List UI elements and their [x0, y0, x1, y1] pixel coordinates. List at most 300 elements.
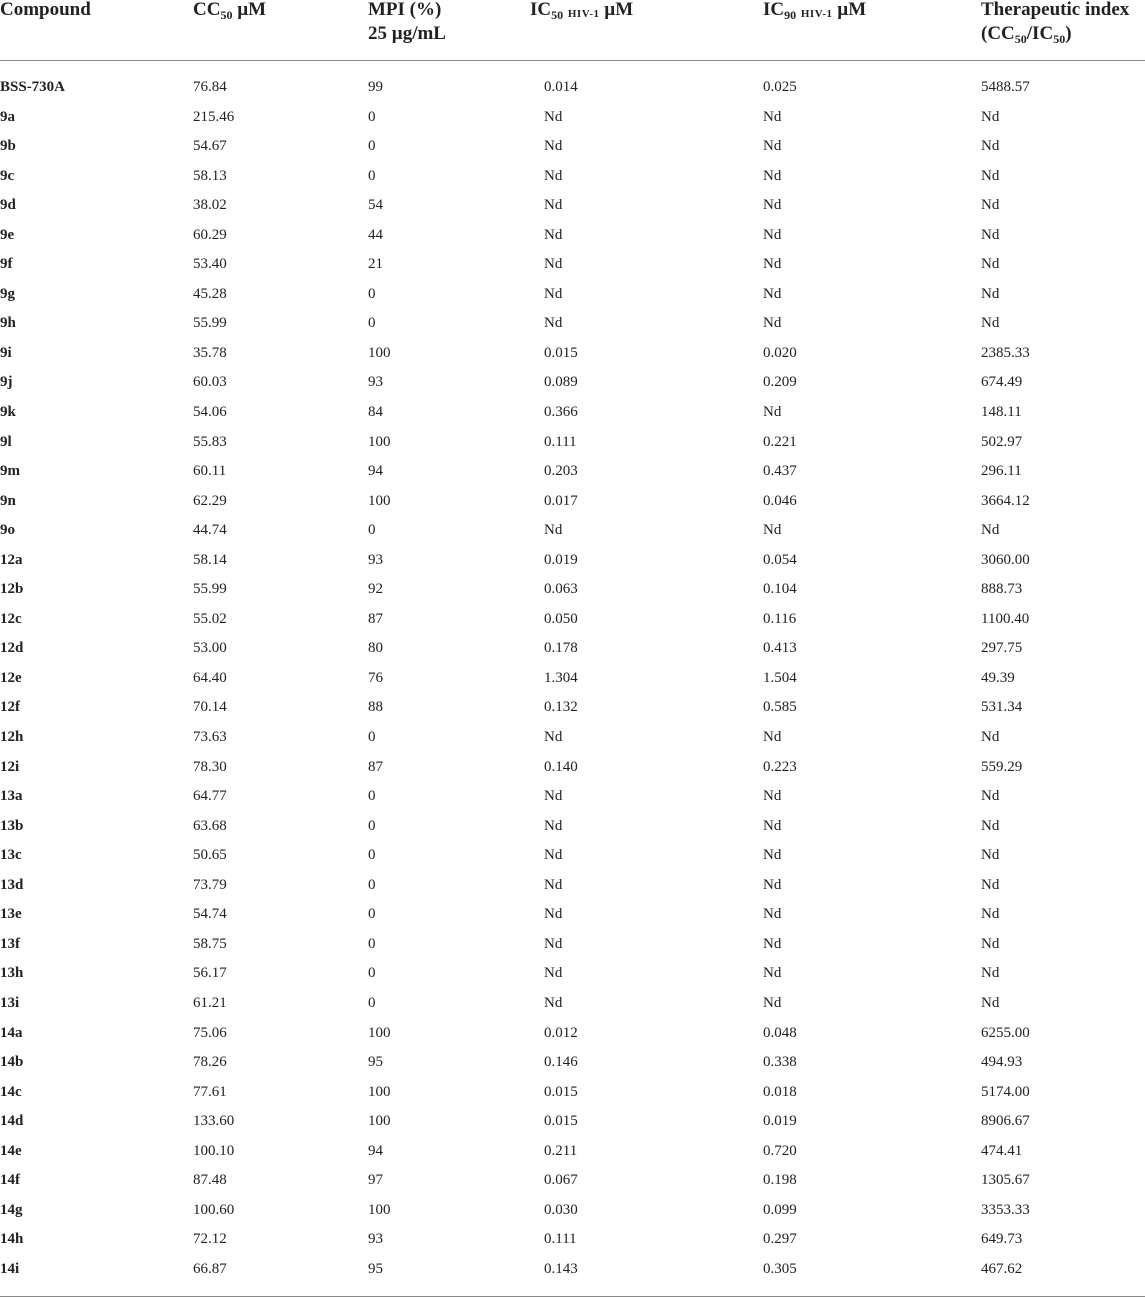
cell-therapeutic-index: 49.39	[981, 669, 1015, 686]
cell-ic90: 0.018	[763, 1083, 797, 1100]
header-mpi-line2: 25 µg/mL	[368, 23, 446, 44]
cell-mpi: 0	[368, 108, 376, 125]
cell-compound: 14i	[0, 1260, 20, 1277]
table-row	[0, 900, 1145, 930]
cell-cc50: 60.11	[193, 463, 227, 480]
cell-therapeutic-index: 3353.33	[981, 1201, 1030, 1218]
cell-therapeutic-index: Nd	[981, 315, 1000, 332]
cell-compound: 13b	[0, 817, 24, 834]
cell-mpi: 97	[368, 1172, 383, 1189]
cell-cc50: 76.84	[193, 79, 227, 95]
cell-therapeutic-index: Nd	[981, 788, 1000, 805]
cell-ic50: 0.146	[544, 1054, 578, 1071]
cell-mpi: 0	[368, 876, 376, 893]
cell-ic50: Nd	[544, 729, 563, 746]
table-row	[0, 1019, 1145, 1049]
cell-ic50: Nd	[544, 965, 563, 982]
cell-mpi: 0	[368, 817, 376, 834]
cell-cc50: 60.29	[193, 226, 227, 243]
cell-ic50: 0.050	[544, 610, 578, 627]
cell-ic90: Nd	[763, 285, 782, 302]
cell-mpi: 93	[368, 551, 383, 568]
cell-compound: 13d	[0, 876, 24, 893]
table-row	[0, 280, 1145, 310]
cell-cc50: 73.79	[193, 876, 227, 893]
cell-ic90: Nd	[763, 729, 782, 746]
cell-ic50: Nd	[544, 935, 563, 952]
cell-ic50: Nd	[544, 847, 563, 864]
cell-ic50: Nd	[544, 788, 563, 805]
cell-compound: 12h	[0, 729, 24, 746]
cell-ic90: Nd	[763, 167, 782, 184]
cell-compound: 9a	[0, 108, 15, 125]
cell-ic50: Nd	[544, 906, 563, 923]
cell-mpi: 87	[368, 758, 383, 775]
cell-ic90: Nd	[763, 197, 782, 214]
cell-mpi: 0	[368, 285, 376, 302]
cell-cc50: 53.40	[193, 256, 227, 273]
cell-compound: 14f	[0, 1172, 20, 1189]
header-ic50-virus: HIV-1	[567, 8, 600, 20]
table-row	[0, 191, 1145, 221]
cell-ic90: 0.585	[763, 699, 797, 716]
header-ic90-unit: µM	[832, 0, 867, 20]
cell-mpi: 0	[368, 994, 376, 1011]
cell-mpi: 93	[368, 374, 383, 391]
cell-cc50: 55.99	[193, 581, 227, 598]
cell-therapeutic-index: Nd	[981, 994, 1000, 1011]
table-row	[0, 1137, 1145, 1167]
table-header	[0, 0, 1145, 60]
cell-ic50: 0.019	[544, 551, 578, 568]
cell-ic90: Nd	[763, 906, 782, 923]
cell-ic50: 0.178	[544, 640, 578, 657]
header-divider	[0, 60, 1145, 61]
cell-cc50: 58.75	[193, 935, 227, 952]
cell-ic90: Nd	[763, 876, 782, 893]
cell-mpi: 54	[368, 197, 383, 214]
table-row	[0, 664, 1145, 694]
cell-ic90: 0.297	[763, 1231, 797, 1248]
cell-mpi: 0	[368, 788, 376, 805]
header-ti-sub2: 50	[1053, 32, 1066, 46]
table-row	[0, 428, 1145, 458]
cell-mpi: 100	[368, 1113, 391, 1130]
cell-therapeutic-index: Nd	[981, 522, 1000, 539]
cell-mpi: 0	[368, 935, 376, 952]
cell-cc50: 55.83	[193, 433, 227, 450]
table-row	[0, 575, 1145, 605]
cell-therapeutic-index: Nd	[981, 197, 1000, 214]
cell-compound: BSS-730A	[0, 79, 66, 95]
header-cc50-unit: µM	[232, 0, 267, 20]
cell-ic90: 0.198	[763, 1172, 797, 1189]
table-row	[0, 103, 1145, 133]
cell-cc50: 54.67	[193, 138, 227, 155]
cell-cc50: 70.14	[193, 699, 227, 716]
cell-ic50: Nd	[544, 226, 563, 243]
cell-cc50: 100.10	[193, 1142, 235, 1159]
table-row	[0, 634, 1145, 664]
cell-mpi: 92	[368, 581, 383, 598]
cell-mpi: 87	[368, 610, 383, 627]
table-row	[0, 1255, 1145, 1285]
cell-cc50: 78.30	[193, 758, 227, 775]
cell-cc50: 45.28	[193, 285, 227, 302]
header-mpi	[368, 0, 446, 46]
cell-mpi: 95	[368, 1260, 383, 1277]
header-cc50-subscript: 50	[220, 8, 233, 22]
cell-mpi: 100	[368, 344, 391, 361]
cell-therapeutic-index: 474.41	[981, 1142, 1023, 1159]
header-ti-line2	[981, 22, 1129, 46]
table-row	[0, 1078, 1145, 1108]
cell-cc50: 50.65	[193, 847, 227, 864]
cell-cc50: 53.00	[193, 640, 227, 657]
cell-ic50: Nd	[544, 256, 563, 273]
cell-cc50: 60.03	[193, 374, 227, 391]
cell-cc50: 77.61	[193, 1083, 227, 1100]
cell-ic90: 0.437	[763, 463, 797, 480]
cell-ic50: 0.089	[544, 374, 578, 391]
cell-ic50: 0.067	[544, 1172, 578, 1189]
cell-ic50: Nd	[544, 108, 563, 125]
table-row	[0, 1048, 1145, 1078]
table-row	[0, 546, 1145, 576]
cell-mpi: 100	[368, 433, 391, 450]
cell-cc50: 100.60	[193, 1201, 235, 1218]
table-row	[0, 457, 1145, 487]
cell-therapeutic-index: Nd	[981, 965, 1000, 982]
cell-ic50: Nd	[544, 315, 563, 332]
cell-therapeutic-index: 531.34	[981, 699, 1023, 716]
table-row	[0, 753, 1145, 783]
cell-therapeutic-index: 8906.67	[981, 1113, 1030, 1130]
table-row	[0, 841, 1145, 871]
table-row	[0, 73, 1145, 103]
cell-compound: 14d	[0, 1113, 24, 1130]
cell-therapeutic-index: 3664.12	[981, 492, 1030, 509]
table-row	[0, 1196, 1145, 1226]
cell-ic90: Nd	[763, 522, 782, 539]
cell-therapeutic-index: 5488.57	[981, 79, 1030, 95]
header-ti-line1: Therapeutic index	[981, 0, 1130, 20]
cell-mpi: 0	[368, 315, 376, 332]
cell-mpi: 76	[368, 669, 383, 686]
table-row	[0, 693, 1145, 723]
cell-cc50: 63.68	[193, 817, 227, 834]
table-row	[0, 605, 1145, 635]
cell-cc50: 61.21	[193, 994, 227, 1011]
cell-compound: 9k	[0, 404, 16, 421]
cell-therapeutic-index: 148.11	[981, 404, 1022, 421]
cell-compound: 9g	[0, 285, 15, 302]
cell-compound: 14e	[0, 1142, 22, 1159]
cell-cc50: 44.74	[193, 522, 227, 539]
cell-ic90: Nd	[763, 315, 782, 332]
cell-mpi: 44	[368, 226, 383, 243]
cell-therapeutic-index: 2385.33	[981, 344, 1030, 361]
cell-compound: 9o	[0, 522, 15, 539]
cell-compound: 12b	[0, 581, 24, 598]
cell-ic90: 0.020	[763, 344, 797, 361]
cell-ic50: 0.111	[544, 1231, 577, 1248]
cell-compound: 9l	[0, 433, 12, 450]
header-ti-mid: /IC	[1026, 23, 1054, 44]
cell-therapeutic-index: Nd	[981, 729, 1000, 746]
cell-ic50: 0.015	[544, 344, 578, 361]
cell-compound: 9c	[0, 167, 15, 184]
cell-cc50: 55.99	[193, 315, 227, 332]
table-body	[0, 73, 1145, 1284]
cell-ic90: Nd	[763, 138, 782, 155]
cell-therapeutic-index: Nd	[981, 876, 1000, 893]
cell-therapeutic-index: Nd	[981, 285, 1000, 302]
cell-ic90: 0.720	[763, 1142, 797, 1159]
header-ic90-virus: HIV-1	[800, 8, 833, 20]
cell-cc50: 38.02	[193, 197, 227, 214]
cell-therapeutic-index: Nd	[981, 108, 1000, 125]
cell-compound: 13i	[0, 994, 20, 1011]
cell-compound: 9n	[0, 492, 16, 509]
cell-ic50: 0.111	[544, 433, 577, 450]
header-ic90-subscript: 90	[784, 8, 797, 22]
cell-compound: 9h	[0, 315, 16, 332]
cell-therapeutic-index: 559.29	[981, 758, 1023, 775]
cell-mpi: 100	[368, 1201, 391, 1218]
cell-therapeutic-index: 6255.00	[981, 1024, 1030, 1041]
cell-cc50: 64.77	[193, 788, 227, 805]
table-row	[0, 1166, 1145, 1196]
cell-cc50: 66.87	[193, 1260, 227, 1277]
cell-therapeutic-index: 467.62	[981, 1260, 1023, 1277]
table-row	[0, 398, 1145, 428]
table-row	[0, 132, 1145, 162]
cell-ic50: Nd	[544, 285, 563, 302]
table-row	[0, 723, 1145, 753]
cell-therapeutic-index: Nd	[981, 847, 1000, 864]
table-row	[0, 812, 1145, 842]
cell-compound: 9i	[0, 344, 12, 361]
header-cc50	[193, 0, 266, 22]
table-row	[0, 1107, 1145, 1137]
cell-ic50: 0.015	[544, 1113, 578, 1130]
cell-mpi: 88	[368, 699, 383, 716]
cell-ic90: Nd	[763, 788, 782, 805]
header-ic90	[763, 0, 866, 22]
table-row	[0, 368, 1145, 398]
header-ti-close: )	[1065, 23, 1072, 44]
cell-compound: 13f	[0, 935, 20, 952]
cell-mpi: 0	[368, 167, 376, 184]
cell-compound: 12e	[0, 669, 22, 686]
cell-ic90: Nd	[763, 108, 782, 125]
cell-ic90: 0.221	[763, 433, 797, 450]
cell-compound: 14a	[0, 1024, 23, 1041]
cell-therapeutic-index: 1100.40	[981, 610, 1030, 627]
cell-mpi: 0	[368, 847, 376, 864]
cell-therapeutic-index: Nd	[981, 935, 1000, 952]
cell-mpi: 84	[368, 404, 383, 421]
cell-compound: 9e	[0, 226, 15, 243]
cell-ic50: 0.366	[544, 404, 578, 421]
table-row	[0, 959, 1145, 989]
cell-therapeutic-index: Nd	[981, 226, 1000, 243]
cell-ic90: 0.305	[763, 1260, 797, 1277]
cell-compound: 9d	[0, 197, 16, 214]
table-row	[0, 221, 1145, 251]
table-row	[0, 1225, 1145, 1255]
cell-therapeutic-index: 674.49	[981, 374, 1023, 391]
cell-compound: 9j	[0, 374, 13, 391]
cell-cc50: 62.29	[193, 492, 227, 509]
cell-ic90: Nd	[763, 935, 782, 952]
cell-ic50: 0.203	[544, 463, 578, 480]
cell-compound: 14c	[0, 1083, 22, 1100]
cell-ic50: 0.140	[544, 758, 578, 775]
header-therapeutic-index	[981, 0, 1129, 46]
cell-ic90: Nd	[763, 817, 782, 834]
cell-therapeutic-index: Nd	[981, 138, 1000, 155]
cell-cc50: 54.06	[193, 404, 227, 421]
table-row	[0, 782, 1145, 812]
cell-therapeutic-index: Nd	[981, 167, 1000, 184]
cell-compound: 9m	[0, 463, 20, 480]
cell-mpi: 0	[368, 729, 376, 746]
cell-mpi: 21	[368, 256, 383, 273]
cell-mpi: 94	[368, 1142, 383, 1159]
cell-cc50: 72.12	[193, 1231, 227, 1248]
cell-ic50: Nd	[544, 876, 563, 893]
cell-mpi: 0	[368, 965, 376, 982]
cell-therapeutic-index: 1305.67	[981, 1172, 1030, 1189]
cell-ic50: 0.143	[544, 1260, 578, 1277]
table-row	[0, 250, 1145, 280]
cell-ic90: 0.413	[763, 640, 797, 657]
header-ti-sub1: 50	[1014, 32, 1027, 46]
cell-ic50: 0.132	[544, 699, 578, 716]
cell-mpi: 93	[368, 1231, 383, 1248]
cell-ic90: Nd	[763, 256, 782, 273]
cell-mpi: 94	[368, 463, 383, 480]
cell-ic90: 0.048	[763, 1024, 797, 1041]
cell-mpi: 80	[368, 640, 383, 657]
table-row	[0, 339, 1145, 369]
table-row	[0, 162, 1145, 192]
cell-cc50: 215.46	[193, 108, 235, 125]
cell-compound: 13e	[0, 906, 22, 923]
cell-therapeutic-index: 3060.00	[981, 551, 1030, 568]
header-ic90-label: IC	[763, 0, 785, 20]
cell-therapeutic-index: Nd	[981, 817, 1000, 834]
cell-compound: 14h	[0, 1231, 24, 1248]
cell-ic50: 0.012	[544, 1024, 578, 1041]
cell-mpi: 95	[368, 1054, 383, 1071]
cell-ic50: 0.063	[544, 581, 578, 598]
header-ic50-label: IC	[530, 0, 552, 20]
table-row	[0, 930, 1145, 960]
cell-mpi: 100	[368, 1083, 391, 1100]
cell-therapeutic-index: 296.11	[981, 463, 1022, 480]
cell-cc50: 73.63	[193, 729, 227, 746]
cell-compound: 12i	[0, 758, 20, 775]
cell-ic90: 1.504	[763, 669, 797, 686]
cell-ic90: Nd	[763, 994, 782, 1011]
header-ic50-subscript: 50	[551, 8, 564, 22]
cell-cc50: 133.60	[193, 1113, 235, 1130]
cell-cc50: 55.02	[193, 610, 227, 627]
cell-ic90: 0.054	[763, 551, 797, 568]
cell-cc50: 64.40	[193, 669, 227, 686]
cell-cc50: 78.26	[193, 1054, 227, 1071]
cell-cc50: 87.48	[193, 1172, 227, 1189]
cell-ic50: Nd	[544, 138, 563, 155]
cell-mpi: 99	[368, 79, 383, 95]
cell-compound: 9f	[0, 256, 13, 273]
cell-compound: 13a	[0, 788, 23, 805]
cell-ic90: 0.209	[763, 374, 797, 391]
cell-ic90: 0.019	[763, 1113, 797, 1130]
cell-ic50: 0.017	[544, 492, 578, 509]
cell-therapeutic-index: 494.93	[981, 1054, 1023, 1071]
cell-mpi: 0	[368, 138, 376, 155]
cell-ic50: 1.304	[544, 669, 578, 686]
cell-compound: 12c	[0, 610, 22, 627]
cell-cc50: 35.78	[193, 344, 227, 361]
cell-ic90: Nd	[763, 404, 782, 421]
cell-mpi: 0	[368, 522, 376, 539]
header-cc50-label: CC	[193, 0, 221, 20]
cell-ic90: 0.025	[763, 79, 797, 95]
cell-therapeutic-index: Nd	[981, 906, 1000, 923]
cell-ic50: Nd	[544, 167, 563, 184]
table-row	[0, 989, 1145, 1019]
cell-compound: 13c	[0, 847, 22, 864]
cell-therapeutic-index: 5174.00	[981, 1083, 1030, 1100]
cell-ic50: 0.030	[544, 1201, 578, 1218]
header-ic50-unit: µM	[599, 0, 634, 20]
cell-compound: 12d	[0, 640, 24, 657]
cell-therapeutic-index: 888.73	[981, 581, 1023, 598]
cell-ic50: Nd	[544, 994, 563, 1011]
cell-ic50: Nd	[544, 197, 563, 214]
header-mpi-line1: MPI (%)	[368, 0, 442, 20]
cell-compound: 14g	[0, 1201, 23, 1218]
cell-ic90: 0.099	[763, 1201, 797, 1218]
cell-mpi: 100	[368, 492, 391, 509]
cell-therapeutic-index: 502.97	[981, 433, 1023, 450]
cell-cc50: 58.14	[193, 551, 227, 568]
table-row	[0, 871, 1145, 901]
cell-ic90: Nd	[763, 847, 782, 864]
cell-ic90: 0.116	[763, 610, 797, 627]
cell-ic90: 0.223	[763, 758, 797, 775]
cell-ic90: 0.104	[763, 581, 797, 598]
header-ti-open: (CC	[981, 23, 1015, 44]
cell-therapeutic-index: 297.75	[981, 640, 1023, 657]
cell-compound: 13h	[0, 965, 24, 982]
header-compound	[0, 0, 91, 22]
cell-therapeutic-index: 649.73	[981, 1231, 1023, 1248]
table-row	[0, 309, 1145, 339]
cell-compound: 12f	[0, 699, 20, 716]
cell-compound: 9b	[0, 138, 16, 155]
cell-mpi: 0	[368, 906, 376, 923]
cell-cc50: 56.17	[193, 965, 227, 982]
cell-cc50: 58.13	[193, 167, 227, 184]
cell-compound: 12a	[0, 551, 23, 568]
cell-mpi: 100	[368, 1024, 391, 1041]
